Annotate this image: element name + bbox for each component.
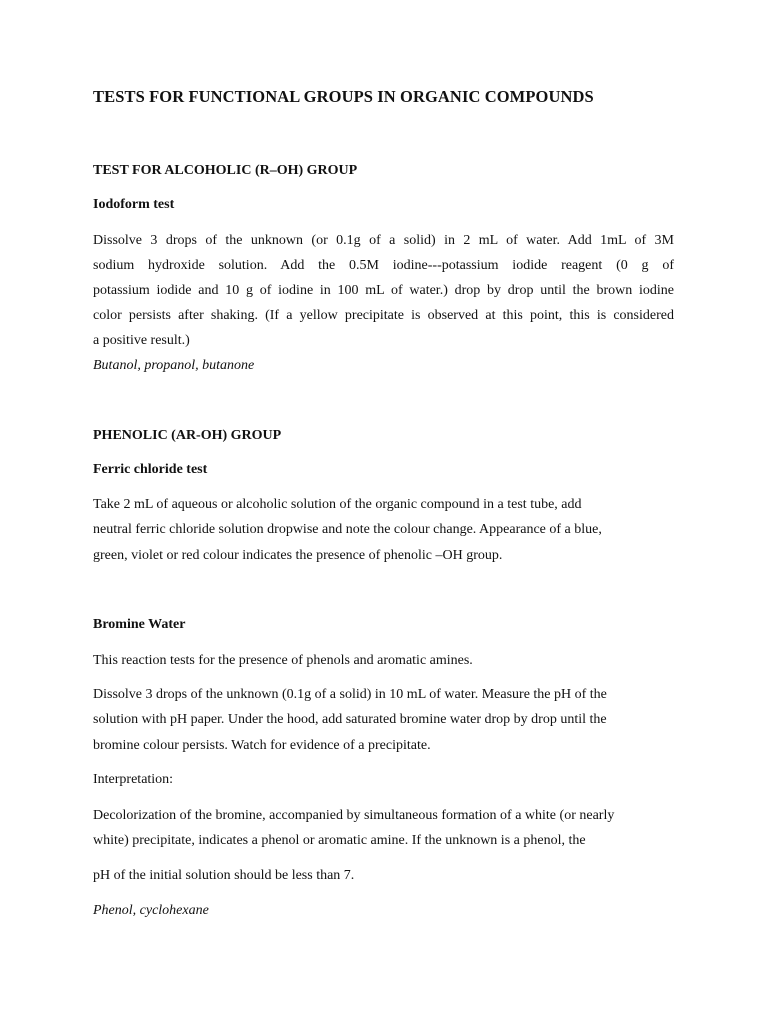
paragraph-line: color persists after shaking. (If a yellow precipitate is observed at this point, this is considered [93, 308, 674, 323]
interpretation-tail: pH of the initial solution should be less than 7. [93, 868, 355, 883]
interpretation-line: Decolorization of the bromine, accompanied by simultaneous formation of a white (or nearly [93, 808, 615, 823]
subheading-bromine-water: Bromine Water [93, 617, 186, 632]
examples-alcoholic: Butanol, propanol, butanone [93, 358, 255, 373]
paragraph-line: solution with pH paper. Under the hood, add saturated bromine water drop by drop until the [93, 712, 607, 727]
subheading-iodoform-test: Iodoform test [93, 197, 175, 212]
paragraph-line: a positive result.) [93, 333, 190, 348]
subheading-ferric-chloride-test: Ferric chloride test [93, 462, 208, 477]
interpretation-label: Interpretation: [93, 772, 174, 787]
paragraph-line: neutral ferric chloride solution dropwise and note the colour change. Appearance of a blue, [93, 522, 602, 537]
document-title: TESTS FOR FUNCTIONAL GROUPS IN ORGANIC COMPOUNDS [93, 87, 594, 106]
examples-bromine: Phenol, cyclohexane [93, 903, 209, 918]
interpretation-line: white) precipitate, indicates a phenol or aromatic amine. If the unknown is a phenol, the [93, 833, 586, 848]
bromine-intro: This reaction tests for the presence of phenols and aromatic amines. [93, 653, 473, 668]
section-heading-phenolic: PHENOLIC (AR-OH) GROUP [93, 428, 282, 443]
paragraph-line: green, violet or red colour indicates the presence of phenolic –OH group. [93, 548, 503, 563]
paragraph-line: Take 2 mL of aqueous or alcoholic solution of the organic compound in a test tube, add [93, 497, 582, 512]
paragraph-line: sodium hydroxide solution. Add the 0.5M iodine---potassium iodide reagent (0 g of [93, 258, 674, 273]
paragraph-line: bromine colour persists. Watch for evidence of a precipitate. [93, 738, 431, 753]
paragraph-line: Dissolve 3 drops of the unknown (0.1g of a solid) in 10 mL of water. Measure the pH of the [93, 687, 607, 702]
paragraph-line: Dissolve 3 drops of the unknown (or 0.1g of a solid) in 2 mL of water. Add 1mL of 3M [93, 233, 674, 248]
section-heading-alcoholic: TEST FOR ALCOHOLIC (R–OH) GROUP [93, 163, 358, 178]
paragraph-line: potassium iodide and 10 g of iodine in 100 mL of water.) drop by drop until the brown iodine [93, 283, 674, 298]
